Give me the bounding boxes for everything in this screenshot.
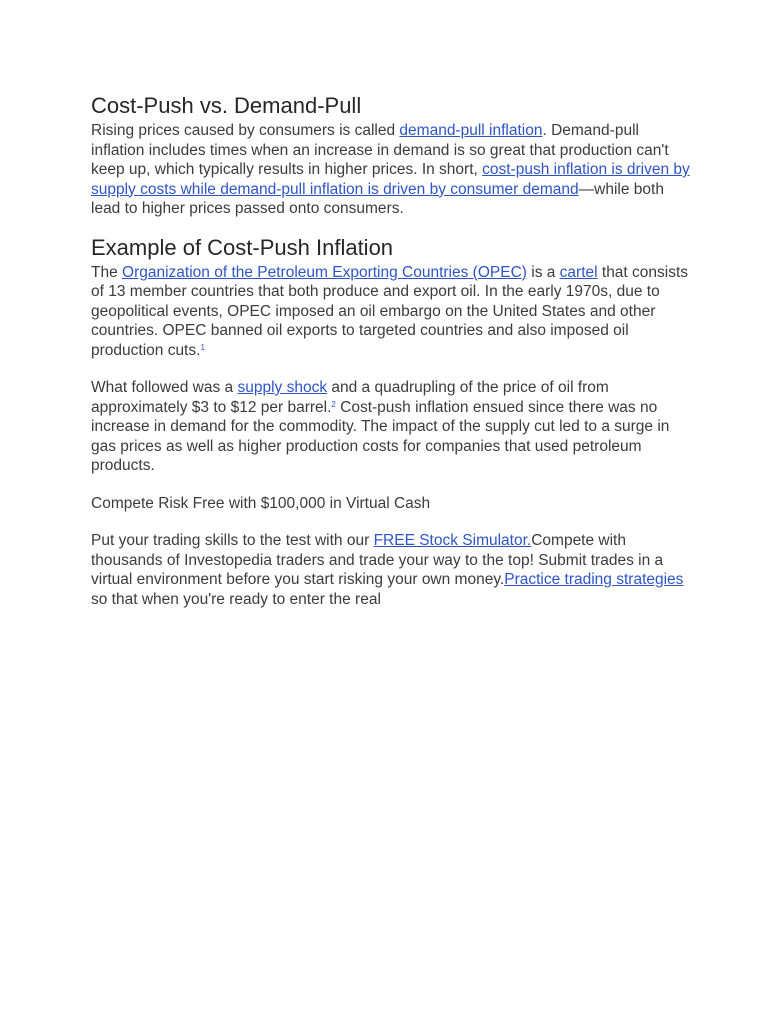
text-run: —while both lead to higher prices passed onto consumers. — [91, 180, 664, 217]
text-run: and a quadrupling of the price of oil from approximately $3 to $12 per barrel. — [91, 379, 609, 416]
section-heading-example-cost-push: Example of Cost-Push Inflation — [91, 234, 394, 260]
text-run: What followed was a — [91, 379, 238, 396]
article-body — [91, 93, 691, 609]
text-run: Compete with thousands of Investopedia traders and trade your way to the top! Submit trades in a virtual environment before you start risking your own money. — [91, 532, 664, 588]
section-heading-cost-push-vs-demand-pull: Cost-Push vs. Demand-Pull — [91, 93, 362, 118]
link-opec[interactable]: Organization of the Petroleum Exporting Countries (OPEC) — [122, 263, 527, 281]
text-run: The — [91, 263, 123, 281]
paragraph-cost-push-vs-demand-pull — [91, 121, 691, 219]
link-practice-trading-strategies[interactable]: Practice trading strategies — [504, 571, 684, 588]
link-demand-pull-inflation[interactable]: demand-pull inflation — [399, 122, 543, 139]
text-run: Cost-push inflation ensued since there was no increase in demand for the commodity. The impact of the supply cut led to a surge in gas prices as well as higher production costs for companies that used petroleum products. — [91, 398, 670, 474]
text-run: Rising prices caused by consumers is called — [91, 122, 400, 139]
link-supply-shock[interactable]: supply shock — [237, 379, 328, 396]
promo-paragraph — [91, 531, 691, 609]
promo-heading: Compete Risk Free with $100,000 in Virtual Cash — [91, 494, 431, 512]
paragraph-supply-shock — [91, 378, 691, 476]
text-run: is a — [526, 263, 560, 281]
footnote-ref-2[interactable]: 2 — [331, 399, 336, 409]
text-run: that consists of 13 member countries that both produce and export oil. In the early 1970s, due to geopolitical events, OPEC imposed an oil embargo on the United States and other countries. OPEC banned oil exports to targeted countries and also imposed oil production cuts. — [91, 263, 689, 359]
link-cost-push-vs-demand-pull[interactable]: cost-push inflation is driven by supply costs while demand-pull inflation is driven by consumer demand — [91, 161, 690, 198]
text-run: Put your trading skills to the test with our — [91, 532, 374, 549]
footnote-ref-1[interactable]: 1 — [200, 342, 205, 352]
text-run: . Demand-pull inflation includes times when an increase in demand is so great that production can't keep up, which typically results in higher prices. In short, — [91, 122, 669, 178]
paragraph-opec — [91, 263, 691, 361]
text-run: so that when you're ready to enter the real — [91, 590, 381, 608]
link-free-stock-simulator[interactable]: FREE Stock Simulator. — [373, 532, 532, 549]
link-cartel[interactable]: cartel — [559, 263, 598, 281]
